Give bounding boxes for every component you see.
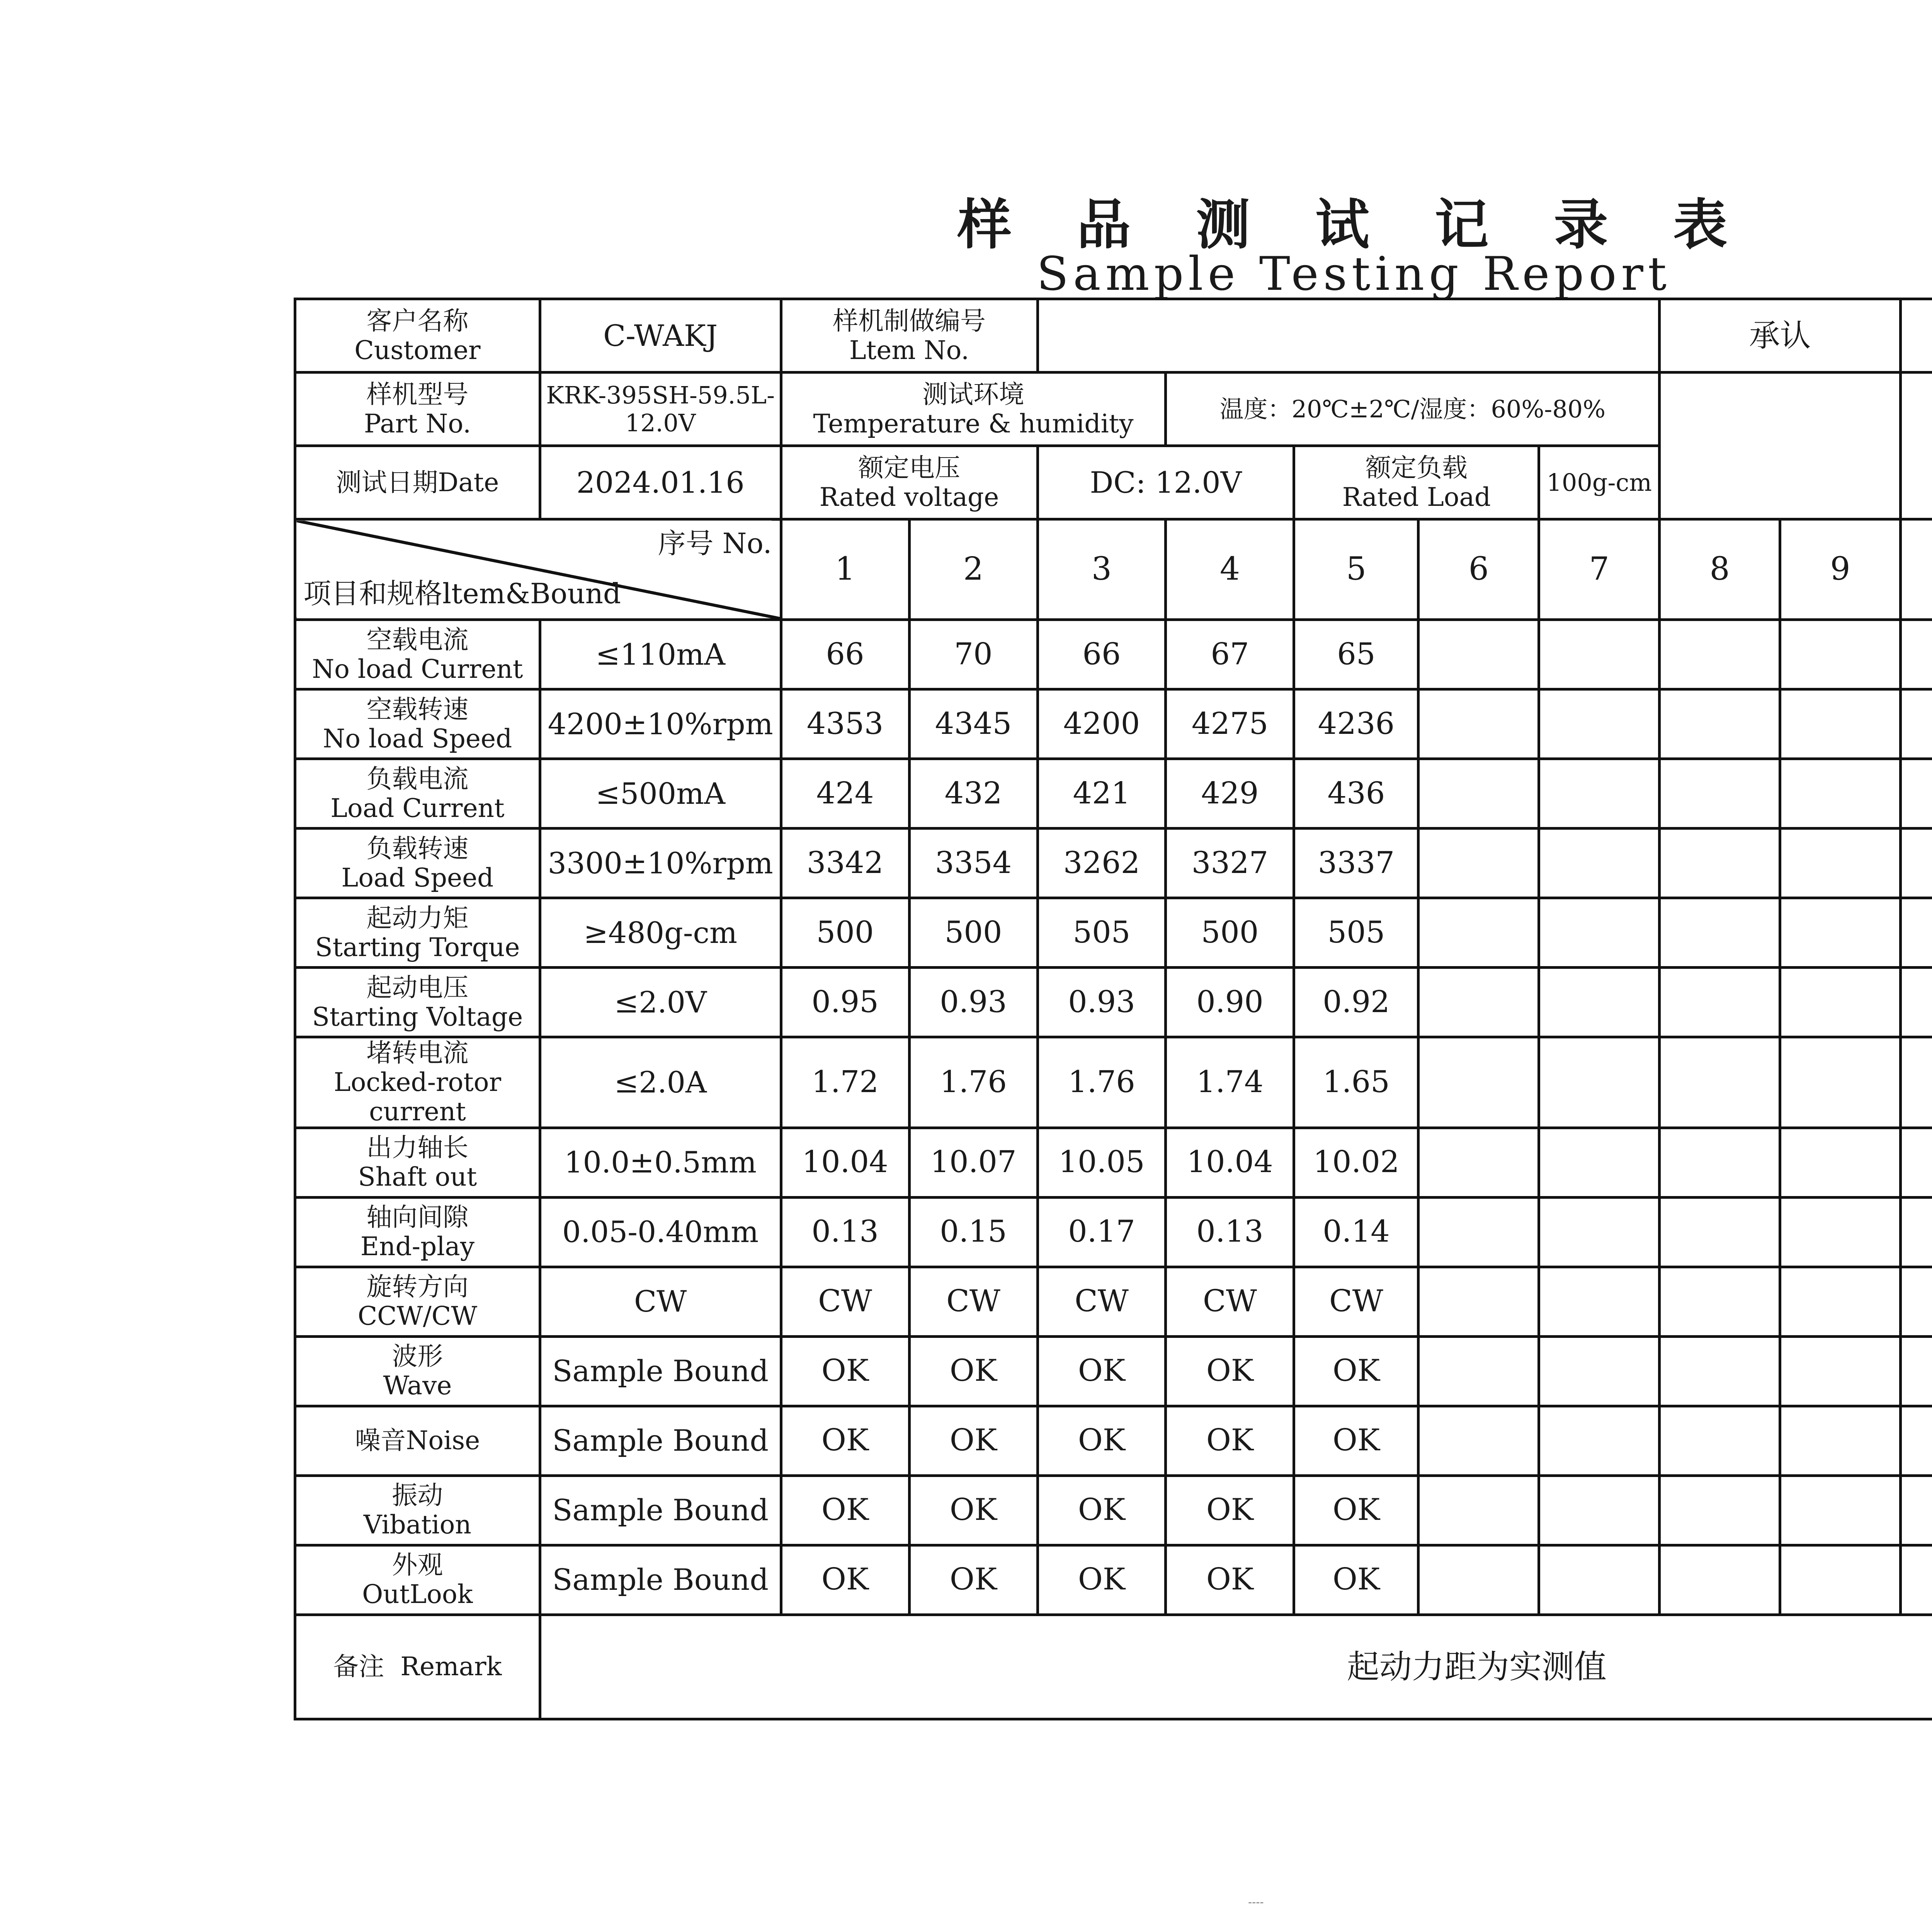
- sample-empty: [1539, 1128, 1660, 1197]
- sample-empty: [1900, 1197, 1932, 1267]
- sample-value: 0.17: [1037, 1197, 1166, 1267]
- sample-empty: [1660, 898, 1780, 968]
- sample-value: OK: [1037, 1475, 1166, 1545]
- remark-label: 备注 Remark: [295, 1615, 540, 1719]
- sample-empty: [1660, 1336, 1780, 1406]
- sample-empty: [1539, 1267, 1660, 1336]
- sample-col-2: 2: [909, 519, 1037, 620]
- sample-empty: [1418, 1406, 1539, 1475]
- sample-empty: [1418, 1336, 1539, 1406]
- sample-value: 0.13: [1166, 1197, 1294, 1267]
- row-label: 波形 Wave: [295, 1336, 540, 1406]
- sample-empty: [1780, 620, 1901, 689]
- row-spec: 3300±10%rpm: [540, 829, 781, 898]
- sample-empty: [1418, 1037, 1539, 1128]
- voltage-label: 额定电压 Rated voltage: [781, 446, 1037, 519]
- sample-value: 0.95: [781, 968, 909, 1037]
- sample-empty: [1900, 1336, 1932, 1406]
- sample-value: OK: [909, 1545, 1037, 1615]
- sample-empty: [1418, 968, 1539, 1037]
- sample-value: 0.93: [909, 968, 1037, 1037]
- env-label: 测试环境 Temperature & humidity: [781, 373, 1166, 446]
- sample-value: 500: [781, 898, 909, 968]
- row-spec: 0.05-0.40mm: [540, 1197, 781, 1267]
- measure-row: [295, 620, 1932, 689]
- sample-testing-table: [294, 298, 1932, 1720]
- row-label: 旋转方向 CCW/CW: [295, 1267, 540, 1336]
- sample-empty: [1660, 689, 1780, 759]
- measure-row: [295, 759, 1932, 829]
- load-value: 100g-cm: [1539, 446, 1660, 519]
- sample-empty: [1660, 1128, 1780, 1197]
- sample-value: 10.02: [1294, 1128, 1418, 1197]
- sample-empty: [1539, 1197, 1660, 1267]
- sample-empty: [1539, 1336, 1660, 1406]
- sample-empty: [1660, 968, 1780, 1037]
- sample-col-8: 8: [1660, 519, 1780, 620]
- row-spec: Sample Bound: [540, 1336, 781, 1406]
- sample-col-1: 1: [781, 519, 909, 620]
- row-spec: ≤2.0A: [540, 1037, 781, 1128]
- sample-value: 429: [1166, 759, 1294, 829]
- measure-row: [295, 898, 1932, 968]
- sample-value: OK: [1166, 1336, 1294, 1406]
- row-spec: ≤500mA: [540, 759, 781, 829]
- sample-value: 505: [1037, 898, 1166, 968]
- sample-value: 436: [1294, 759, 1418, 829]
- check-row: [295, 1406, 1932, 1475]
- sample-empty: [1780, 968, 1901, 1037]
- measure-row: [295, 968, 1932, 1037]
- row-label: 出力轴长 Shaft out: [295, 1128, 540, 1197]
- sample-empty: [1539, 1406, 1660, 1475]
- measure-row: [295, 1197, 1932, 1267]
- row-spec: ≥480g-cm: [540, 898, 781, 968]
- sample-empty: [1780, 759, 1901, 829]
- sample-value: OK: [1294, 1475, 1418, 1545]
- sample-empty: [1900, 689, 1932, 759]
- sample-value: OK: [781, 1545, 909, 1615]
- sample-empty: [1780, 1128, 1901, 1197]
- check-row: [295, 1545, 1932, 1615]
- sample-value: 4236: [1294, 689, 1418, 759]
- sample-empty: [1418, 1475, 1539, 1545]
- sample-value: OK: [1037, 1406, 1166, 1475]
- sample-value: CW: [909, 1267, 1037, 1336]
- sample-value: 4345: [909, 689, 1037, 759]
- sample-value: OK: [781, 1336, 909, 1406]
- sample-empty: [1900, 968, 1932, 1037]
- measure-row: [295, 829, 1932, 898]
- sample-value: 1.74: [1166, 1037, 1294, 1128]
- row-spec: Sample Bound: [540, 1545, 781, 1615]
- sample-empty: [1900, 1037, 1932, 1128]
- check-row: [295, 1267, 1932, 1336]
- customer-value: C-WAKJ: [540, 299, 781, 373]
- sample-empty: [1900, 620, 1932, 689]
- remark-value: 起动力距为实测值: [540, 1615, 1932, 1719]
- sample-empty: [1660, 1197, 1780, 1267]
- sample-value: 67: [1166, 620, 1294, 689]
- sample-empty: [1539, 1545, 1660, 1615]
- sample-value: OK: [1037, 1545, 1166, 1615]
- sample-col-9: 9: [1780, 519, 1901, 620]
- sample-col-3: 3: [1037, 519, 1166, 620]
- measurement-rows: [295, 620, 1932, 1267]
- load-label: 额定负载 Rated Load: [1294, 446, 1539, 519]
- sample-value: 66: [781, 620, 909, 689]
- row-label: 外观 OutLook: [295, 1545, 540, 1615]
- sample-value: 3337: [1294, 829, 1418, 898]
- row-spec: Sample Bound: [540, 1406, 781, 1475]
- sample-value: 0.92: [1294, 968, 1418, 1037]
- sample-empty: [1418, 1545, 1539, 1615]
- sample-value: 1.76: [1037, 1037, 1166, 1128]
- sample-empty: [1539, 1475, 1660, 1545]
- sample-value: CW: [781, 1267, 909, 1336]
- sample-empty: [1539, 1037, 1660, 1128]
- sample-empty: [1418, 689, 1539, 759]
- sample-empty: [1780, 1475, 1901, 1545]
- approve-label: 承认: [1660, 299, 1901, 373]
- sample-empty: [1660, 1406, 1780, 1475]
- date-label: 测试日期Date: [295, 446, 540, 519]
- review-label: [1900, 299, 1932, 373]
- part-no-value: KRK-395SH-59.5L-12.0V: [540, 373, 781, 446]
- row-label: 堵转电流 Locked-rotor current: [295, 1037, 540, 1128]
- sample-empty: [1660, 759, 1780, 829]
- sample-value: OK: [1166, 1475, 1294, 1545]
- row-label: 负载转速 Load Speed: [295, 829, 540, 898]
- sample-empty: [1539, 689, 1660, 759]
- measure-row: [295, 689, 1932, 759]
- sample-col-7: 7: [1539, 519, 1660, 620]
- sample-value: 66: [1037, 620, 1166, 689]
- sample-value: OK: [781, 1475, 909, 1545]
- date-value: 2024.01.16: [540, 446, 781, 519]
- sample-empty: [1660, 1475, 1780, 1545]
- measure-row: [295, 1037, 1932, 1128]
- env-value: 温度：20℃±2℃/湿度：60%-80%: [1166, 373, 1660, 446]
- sample-value: 1.76: [909, 1037, 1037, 1128]
- sample-value: OK: [781, 1406, 909, 1475]
- report-title-cn: 样 品 测 试 记 录 表: [957, 193, 1751, 257]
- sample-value: 432: [909, 759, 1037, 829]
- sample-empty: [1418, 1267, 1539, 1336]
- row-label: 空载电流 No load Current: [295, 620, 540, 689]
- check-row: [295, 1336, 1932, 1406]
- sample-empty: [1780, 1267, 1901, 1336]
- sample-empty: [1418, 1197, 1539, 1267]
- sample-empty: [1900, 1545, 1932, 1615]
- sample-value: OK: [1294, 1545, 1418, 1615]
- sample-value: 0.13: [781, 1197, 909, 1267]
- sample-value: OK: [1166, 1545, 1294, 1615]
- sample-value: CW: [1037, 1267, 1166, 1336]
- sample-empty: [1539, 829, 1660, 898]
- sample-empty: [1660, 1545, 1780, 1615]
- sample-empty: [1418, 620, 1539, 689]
- sample-empty: [1660, 829, 1780, 898]
- sample-value: CW: [1294, 1267, 1418, 1336]
- sample-value: OK: [1037, 1336, 1166, 1406]
- sample-empty: [1900, 1267, 1932, 1336]
- sample-value: 0.90: [1166, 968, 1294, 1037]
- sample-value: 3342: [781, 829, 909, 898]
- sample-value: OK: [909, 1406, 1037, 1475]
- review-sign-box: [1900, 373, 1932, 519]
- approve-sign-box: [1660, 373, 1901, 519]
- sample-col-10: [1900, 519, 1932, 620]
- measure-row: [295, 1128, 1932, 1197]
- sample-value: 4275: [1166, 689, 1294, 759]
- sample-value: 3262: [1037, 829, 1166, 898]
- sample-value: OK: [909, 1475, 1037, 1545]
- sample-value: 1.65: [1294, 1037, 1418, 1128]
- sample-value: 0.93: [1037, 968, 1166, 1037]
- part-no-label: 样机型号 Part No.: [295, 373, 540, 446]
- sample-col-4: 4: [1166, 519, 1294, 620]
- check-row: [295, 1475, 1932, 1545]
- row-label: 振动 Vibation: [295, 1475, 540, 1545]
- sample-empty: [1660, 1267, 1780, 1336]
- sample-empty: [1780, 1336, 1901, 1406]
- sample-empty: [1660, 1037, 1780, 1128]
- row-spec: 10.0±0.5mm: [540, 1128, 781, 1197]
- sample-empty: [1900, 898, 1932, 968]
- row-spec: Sample Bound: [540, 1475, 781, 1545]
- sample-empty: [1418, 1128, 1539, 1197]
- sample-value: OK: [1294, 1406, 1418, 1475]
- sample-empty: [1539, 620, 1660, 689]
- seq-label: 序号 No.: [658, 527, 772, 560]
- sample-empty: [1780, 1545, 1901, 1615]
- sample-col-6: 6: [1418, 519, 1539, 620]
- sample-value: 4200: [1037, 689, 1166, 759]
- sample-empty: [1780, 689, 1901, 759]
- row-label: 起动电压 Starting Voltage: [295, 968, 540, 1037]
- row-label: 轴向间隙 End-play: [295, 1197, 540, 1267]
- sample-value: 0.14: [1294, 1197, 1418, 1267]
- row-spec: ≤2.0V: [540, 968, 781, 1037]
- sample-col-5: 5: [1294, 519, 1418, 620]
- sample-empty: [1780, 829, 1901, 898]
- item-seq-header: [295, 519, 781, 620]
- sample-empty: [1418, 898, 1539, 968]
- sample-empty: [1900, 1406, 1932, 1475]
- sample-empty: [1900, 759, 1932, 829]
- sample-value: 10.05: [1037, 1128, 1166, 1197]
- item-label: 项目和规格ltem&Bound: [303, 577, 621, 610]
- sample-value: 500: [1166, 898, 1294, 968]
- sample-empty: [1660, 620, 1780, 689]
- sample-value: 500: [909, 898, 1037, 968]
- row-label: 噪音Noise: [295, 1406, 540, 1475]
- sample-value: OK: [909, 1336, 1037, 1406]
- sample-value: 421: [1037, 759, 1166, 829]
- row-label: 空载转速 No load Speed: [295, 689, 540, 759]
- sample-empty: [1780, 898, 1901, 968]
- sample-value: 0.15: [909, 1197, 1037, 1267]
- customer-label: 客户名称 Customer: [295, 299, 540, 373]
- row-label: 起动力矩 Starting Torque: [295, 898, 540, 968]
- sample-empty: [1900, 1475, 1932, 1545]
- sample-value: 10.07: [909, 1128, 1037, 1197]
- sample-value: 10.04: [781, 1128, 909, 1197]
- sample-value: 3327: [1166, 829, 1294, 898]
- sample-empty: [1539, 898, 1660, 968]
- sample-value: 10.04: [1166, 1128, 1294, 1197]
- sample-empty: [1539, 968, 1660, 1037]
- sample-empty: [1900, 829, 1932, 898]
- sample-value: 4353: [781, 689, 909, 759]
- item-no-label: 样机制做编号 Ltem No.: [781, 299, 1037, 373]
- row-label: 负载电流 Load Current: [295, 759, 540, 829]
- sample-empty: [1780, 1197, 1901, 1267]
- sample-empty: [1780, 1406, 1901, 1475]
- row-spec: ≤110mA: [540, 620, 781, 689]
- check-rows: [295, 1267, 1932, 1615]
- footer-mark: ----: [1248, 1896, 1264, 1909]
- sample-value: 65: [1294, 620, 1418, 689]
- report-title-en: Sample Testing Report: [1036, 247, 1672, 301]
- row-spec: 4200±10%rpm: [540, 689, 781, 759]
- voltage-value: DC: 12.0V: [1037, 446, 1294, 519]
- sample-value: 505: [1294, 898, 1418, 968]
- sample-value: OK: [1166, 1406, 1294, 1475]
- sample-empty: [1418, 829, 1539, 898]
- sample-empty: [1418, 759, 1539, 829]
- item-no-value: [1037, 299, 1660, 373]
- sample-value: 424: [781, 759, 909, 829]
- sample-empty: [1900, 1128, 1932, 1197]
- sample-value: 1.72: [781, 1037, 909, 1128]
- sample-value: 3354: [909, 829, 1037, 898]
- sample-value: OK: [1294, 1336, 1418, 1406]
- sample-empty: [1780, 1037, 1901, 1128]
- sample-value: CW: [1166, 1267, 1294, 1336]
- sample-empty: [1539, 759, 1660, 829]
- sample-value: 70: [909, 620, 1037, 689]
- row-spec: CW: [540, 1267, 781, 1336]
